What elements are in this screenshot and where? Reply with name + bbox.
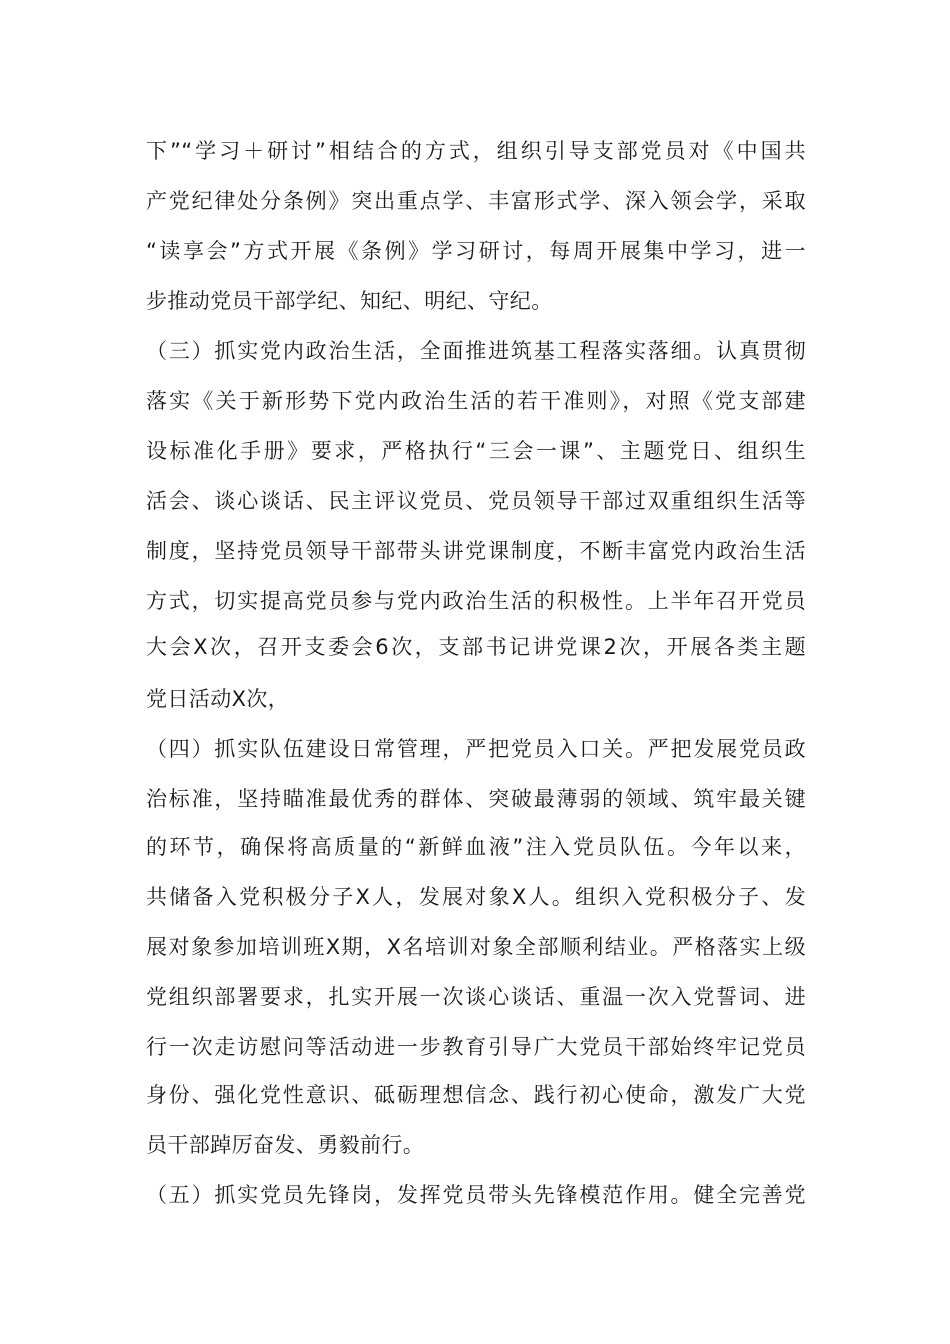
text-line-3: “读享会”方式开展《条例》学习研讨，每周开展集中学习，进一 (146, 239, 806, 263)
text-line-7: 设标准化手册》要求，严格执行“三会一课”、主题党日、组织生 (146, 439, 806, 463)
text-line-1: 下”“学习＋研讨”相结合的方式，组织引导支部党员对《中国共 (146, 139, 806, 163)
text-line-2: 产党纪律处分条例》突出重点学、丰富形式学、深入领会学，采取 (146, 189, 806, 213)
text-line-18: 党组织部署要求，扎实开展一次谈心谈话、重温一次入党誓词、进 (146, 985, 806, 1009)
text-line-17: 展对象参加培训班X期，X名培训对象全部顺利结业。严格落实上级 (146, 935, 806, 959)
text-line-9: 制度，坚持党员领导干部带头讲党课制度，不断丰富党内政治生活 (146, 539, 806, 563)
text-line-10: 方式，切实提高党员参与党内政治生活的积极性。上半年召开党员 (146, 589, 806, 613)
text-line-8: 活会、谈心谈话、民主评议党员、党员领导干部过双重组织生活等 (146, 489, 806, 513)
text-line-11: 大会X次，召开支委会6次，支部书记讲党课2次，开展各类主题 (146, 635, 806, 659)
text-line-6: 落实《关于新形势下党内政治生活的若干准则》，对照《党支部建 (146, 389, 806, 413)
section-heading-5: （五）抓实党员先锋岗，发挥党员带头先锋模范作用。健全完善党 (146, 1183, 806, 1207)
section-heading-3: （三）抓实党内政治生活，全面推进筑基工程落实落细。认真贯彻 (146, 339, 806, 363)
text-line-4: 步推动党员干部学纪、知纪、明纪、守纪。 (146, 289, 553, 313)
text-line-12: 党日活动X次， (146, 687, 290, 711)
text-line-15: 的环节，确保将高质量的“新鲜血液”注入党员队伍。今年以来， (146, 835, 806, 859)
text-line-16: 共储备入党积极分子X人，发展对象X人。组织入党积极分子、发 (146, 885, 806, 909)
text-line-19: 行一次走访慰问等活动进一步教育引导广大党员干部始终牢记党员 (146, 1035, 806, 1059)
section-heading-4: （四）抓实队伍建设日常管理，严把党员入口关。严把发展党员政 (146, 737, 806, 761)
text-line-21: 员干部踔厉奋发、勇毅前行。 (146, 1133, 425, 1157)
text-line-14: 治标准，坚持瞄准最优秀的群体、突破最薄弱的领域、筑牢最关键 (146, 787, 806, 811)
text-line-20: 身份、强化党性意识、砥砺理想信念、践行初心使命，激发广大党 (146, 1083, 806, 1107)
